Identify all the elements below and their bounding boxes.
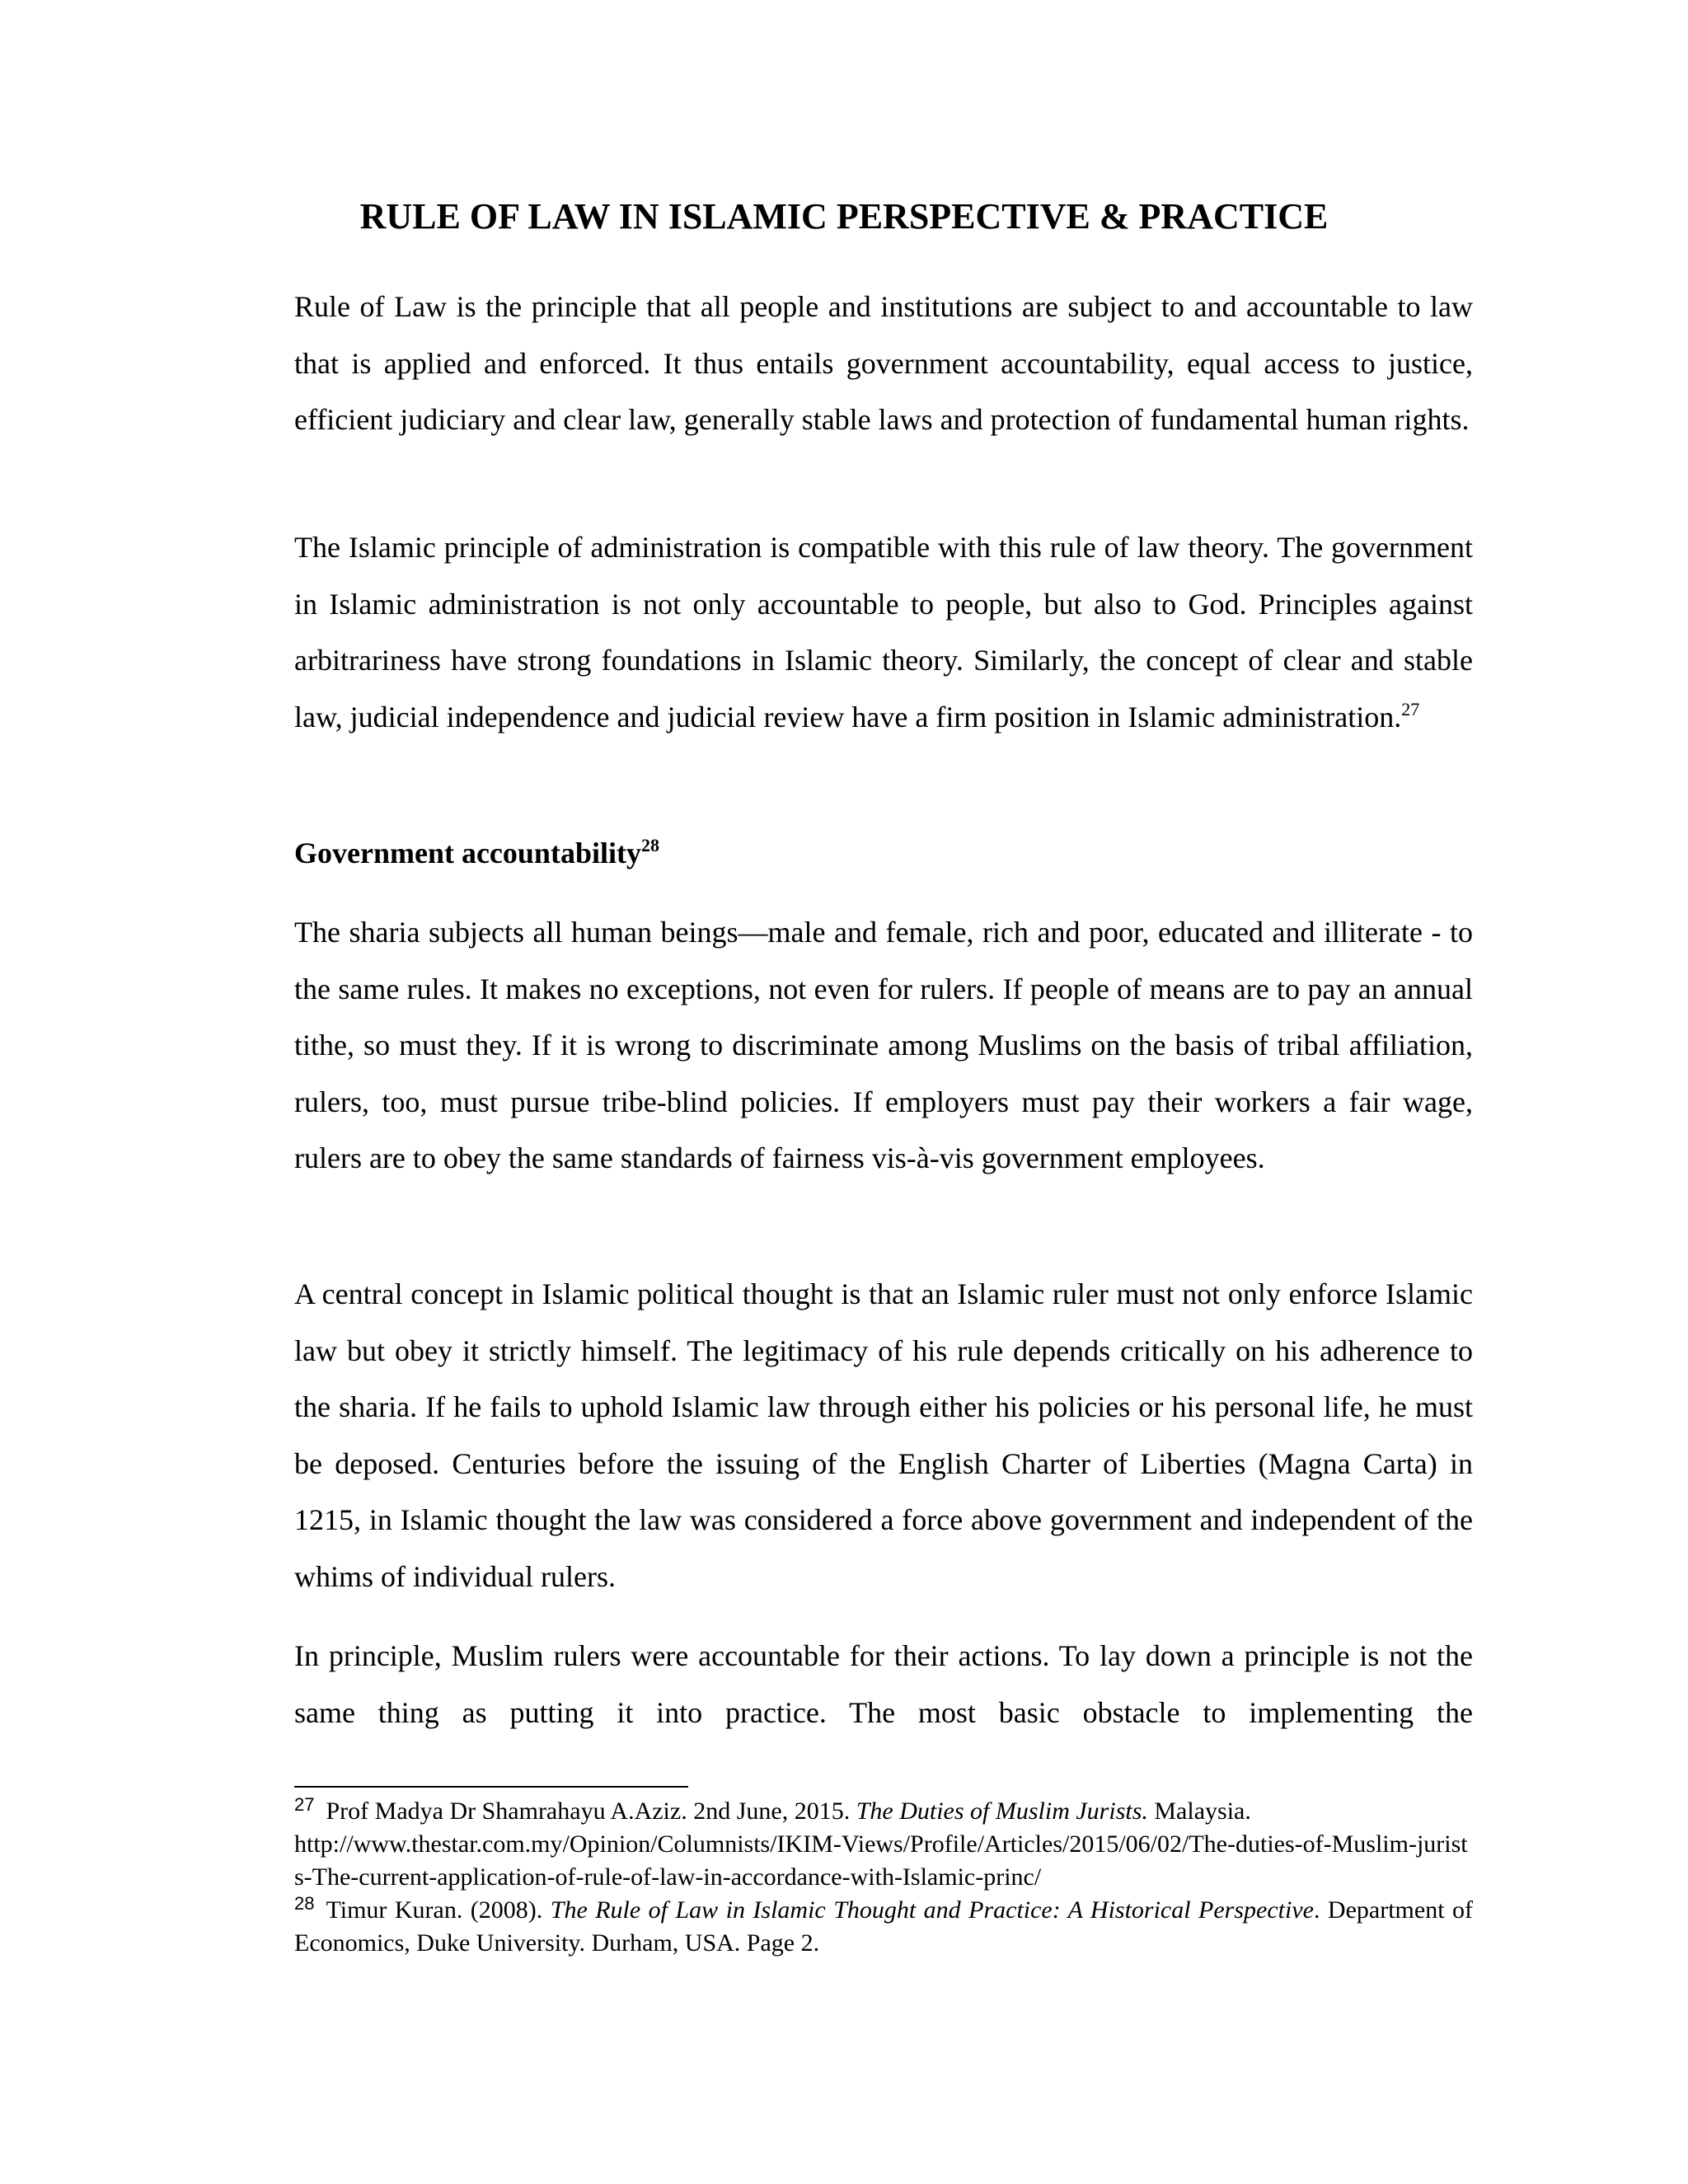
paragraph-islamic-principle	[294, 519, 1473, 745]
paragraph-central-concept	[294, 1266, 1473, 1605]
footnote-link[interactable]: http://www.thestar.com.my/Opinion/Columnists/IKIM-Views/Profile/Articles/2015/06/02/The-duties-of-Muslim-jurists-The-current-application-of-rule-of-law-in-accordance-with-Islamic-princ/	[294, 1830, 1468, 1891]
footnote-title: The Rule of Law in Islamic Thought and Practice: A Historical Perspective	[550, 1896, 1314, 1924]
section-heading-text: Government accountability	[294, 837, 641, 869]
paragraph-in-principle-text: In principle, Muslim rulers were accountable for their actions. To lay down a principle is not the same thing as putting it into practice. The most basic obstacle to implementing the	[294, 1639, 1473, 1729]
footnote-ref-28[interactable]: 28	[640, 835, 659, 855]
footnote-lead: Prof Madya Dr Shamrahayu A.Aziz. 2nd June, 2015.	[326, 1797, 856, 1825]
paragraph-in-principle	[294, 1628, 1473, 1741]
page-title: RULE OF LAW IN ISLAMIC PERSPECTIVE & PRACTICE	[359, 196, 1329, 237]
paragraph-central-concept-text: A central concept in Islamic political thought is that an Islamic ruler must not only enforce Islamic law but obey it strictly himself. The legitimacy of his rule depends critically on his adherence to the sharia. If he fails to uphold Islamic law through either his policies or his personal life, he must be deposed. Centuries before the issuing of the English Charter of Liberties (Magna Carta) in 1215, in Islamic thought the law was considered a force above government and independent of the whims of individual rulers.	[294, 1277, 1473, 1593]
paragraph-intro	[294, 279, 1473, 448]
footnote-trail: . Department of Economics, Duke University. Durham, USA. Page 2.	[294, 1896, 1473, 1957]
footnote-title: The Duties of Muslim Jurists.	[856, 1797, 1148, 1825]
paragraph-sharia	[294, 904, 1473, 1187]
footnote-number: 28	[294, 1893, 315, 1914]
footnote-27	[294, 1795, 1473, 1894]
paragraph-sharia-text: The sharia subjects all human beings—male and female, rich and poor, educated and illiterate - to the same rules. It makes no exceptions, not even for rulers. If people of means are to pay an annual tithe, so must they. If it is wrong to discriminate among Muslims on the basis of tribal affiliation, rulers, too, must pursue tribe-blind policies. If employers must pay their workers a fair wage, rulers are to obey the same standards of fairness vis-à-vis government employees.	[294, 916, 1473, 1174]
paragraph-islamic-principle-text: The Islamic principle of administration is compatible with this rule of law theory. The government in Islamic administration is not only accountable to people, but also to God. Principles against arbitrariness have strong foundations in Islamic theory. Similarly, the concept of clear and stable law, judicial independence and judicial review have a firm position in Islamic administration.	[294, 531, 1473, 733]
footnote-ref-27[interactable]: 27	[1401, 698, 1420, 719]
footnote-separator	[294, 1786, 688, 1788]
footnote-number: 27	[294, 1794, 315, 1815]
section-heading	[294, 828, 1473, 878]
paragraph-intro-text: Rule of Law is the principle that all people and institutions are subject to and accountable to law that is applied and enforced. It thus entails government accountability, equal access to justice, efficient judiciary and clear law, generally stable laws and protection of fundamental human rights.	[294, 290, 1473, 436]
footnote-lead: Timur Kuran. (2008).	[326, 1896, 551, 1924]
footnote-28	[294, 1894, 1473, 1960]
footnote-trail: Malaysia.	[1147, 1797, 1251, 1825]
